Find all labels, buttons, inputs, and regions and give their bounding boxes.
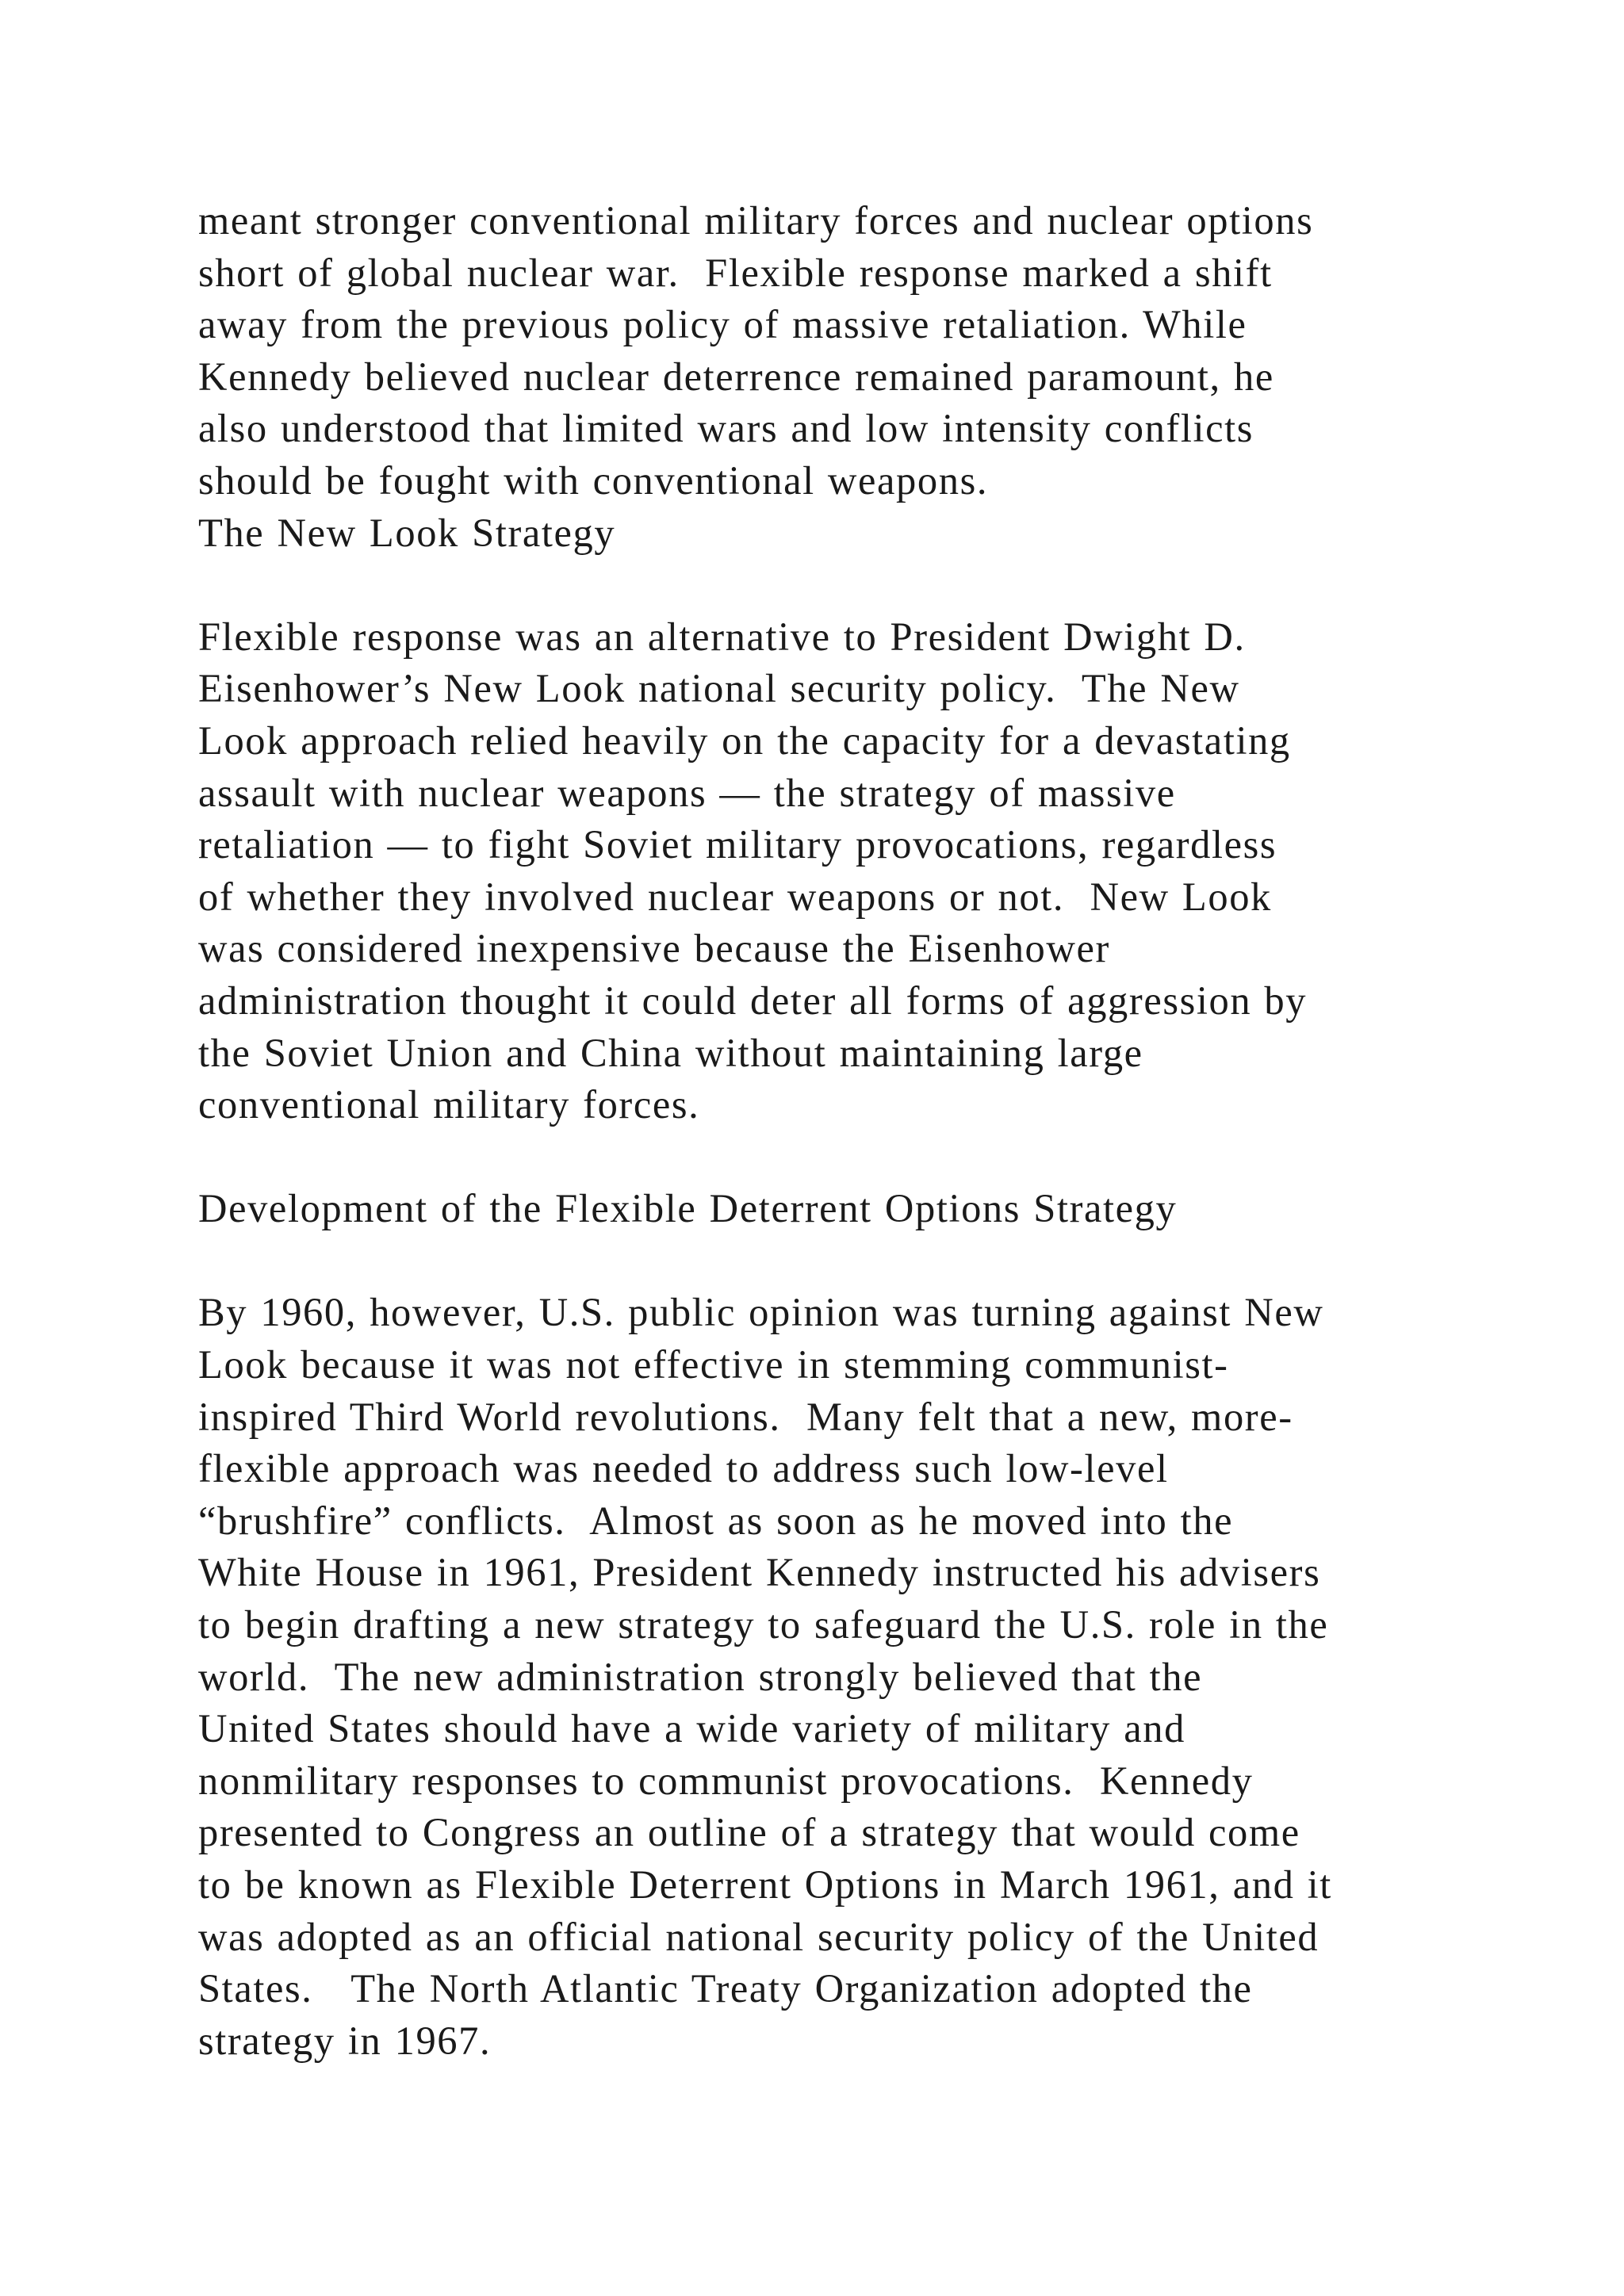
blank-line [198,1131,1515,1184]
body-line: Look approach relied heavily on the capacity for a devastating [198,718,1291,763]
document-body [198,195,1515,2067]
body-line: White House in 1961, President Kennedy instructed his advisers [198,1550,1321,1595]
body-line: was considered inexpensive because the Eisenhower [198,926,1110,971]
body-line: also understood that limited wars and low intensity conflicts [198,406,1254,451]
body-line: was adopted as an official national security policy of the United [198,1914,1320,1959]
body-line: world. The new administration strongly believed that the [198,1654,1203,1699]
body-line: assault with nuclear weapons — the strategy of massive [198,770,1176,815]
body-line: of whether they involved nuclear weapons or not. New Look [198,874,1272,919]
body-line: By 1960, however, U.S. public opinion was turning against New [198,1290,1324,1335]
body-line: Look because it was not effective in stemming communist- [198,1342,1229,1387]
body-line: to be known as Flexible Deterrent Options in March 1961, and it [198,1862,1332,1907]
section-heading-new-look: The New Look Strategy [198,510,616,555]
body-line: conventional military forces. [198,1082,700,1127]
body-line: States. The North Atlantic Treaty Organization adopted the [198,1966,1253,2011]
body-line: Flexible response was an alternative to President Dwight D. [198,614,1246,659]
body-line: Eisenhower’s New Look national security policy. The New [198,666,1240,711]
body-line: nonmilitary responses to communist provocations. Kennedy [198,1758,1254,1803]
body-line: “brushfire” conflicts. Almost as soon as he moved into the [198,1498,1234,1543]
body-line: flexible approach was needed to address such low-level [198,1446,1169,1491]
body-line: retaliation — to fight Soviet military provocations, regardless [198,822,1277,867]
body-line: meant stronger conventional military forces and nuclear options [198,198,1314,243]
section-heading-flexible-deterrent: Development of the Flexible Deterrent Options Strategy [198,1186,1178,1231]
body-line: away from the previous policy of massive retaliation. While [198,302,1247,347]
body-line: should be fought with conventional weapons. [198,457,989,503]
body-line: administration thought it could deter all forms of aggression by [198,978,1308,1023]
blank-line [198,559,1515,611]
body-line: to begin drafting a new strategy to safeguard the U.S. role in the [198,1602,1329,1647]
body-line: Kennedy believed nuclear deterrence remained paramount, he [198,354,1274,399]
body-line: short of global nuclear war. Flexible response marked a shift [198,250,1273,295]
body-line: strategy in 1967. [198,2018,492,2063]
blank-line [198,1235,1515,1288]
body-line: inspired Third World revolutions. Many felt that a new, more- [198,1394,1293,1439]
body-line: United States should have a wide variety of military and [198,1706,1185,1751]
body-line: the Soviet Union and China without maintaining large [198,1030,1143,1075]
body-line: presented to Congress an outline of a strategy that would come [198,1810,1300,1855]
